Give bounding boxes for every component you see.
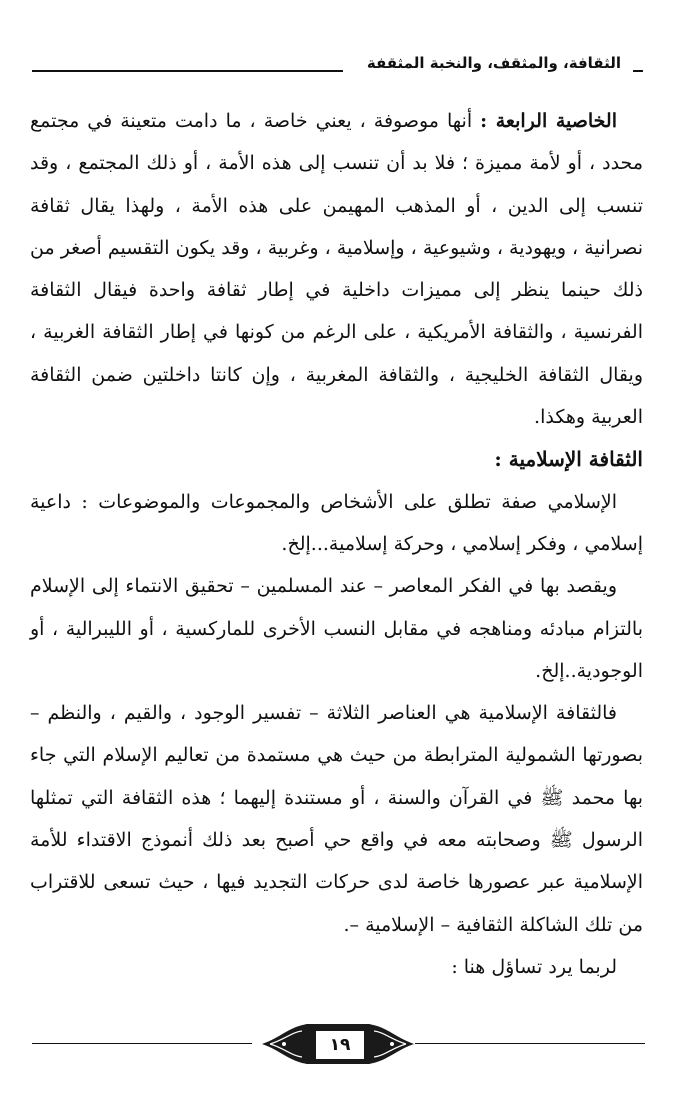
- page-body: [30, 100, 643, 988]
- header-rule-end: [633, 70, 643, 72]
- running-header-title: الثقافة، والمثقف، والنخبة المثقفة: [361, 54, 627, 72]
- page-footer: [32, 1016, 645, 1076]
- section-paragraph: فالثقافة الإسلامية هي العناصر الثلاثة – تفسير الوجود ، والقيم ، والنظم – بصورتها الشمولية المترابطة من حيث هي مستمدة من تعاليم الإسلام التي جاء بها محمد ﷺ في القرآن والسنة ، أو مستندة إليهما ؛ هذه الثقافة التي تمثلها الرسول ﷺ وصحابته معه في واقع حي أصبح بعد ذلك أنموذج الاقتداء للأمة الإسلامية عبر عصورها خاصة لدى حركات التجديد فيها ، حيث تسعى للاقتراب من تلك الشاكلة الثقافية – الإسلامية –.: [30, 702, 643, 936]
- section-heading: الثقافة الإسلامية :: [494, 447, 643, 472]
- paragraph-text: أنها موصوفة ، يعني خاصة ، ما دامت متعينة في مجتمع محدد ، أو لأمة مميزة ؛ فلا بد أن تنسب إلى هذه الأمة ، أو ذلك المجتمع ، وقد تنسب إلى الدين ، أو المذهب المهيمن على هذه الأمة ، ولهذا يقال ثقافة نصرانية ، ويهودية ، وشيوعية ، وإسلامية ، وغربية ، وقد يكون التقسيم أصغر من ذلك حينما ينظر إلى مميزات داخلية في إطار ثقافة واحدة فيقال الثقافة الفرنسية ، والثقافة الأمريكية ، على الرغم من كونها في إطار الثقافة الغربية ، ويقال الثقافة الخليجية ، والثقافة المغربية ، وإن كانتا داخلتين ضمن الثقافة العربية وهكذا.: [30, 110, 643, 429]
- running-header: [32, 54, 643, 80]
- footer-rule: [415, 1043, 645, 1044]
- paragraph-fourth-characteristic: [30, 100, 643, 438]
- footer-rule: [32, 1043, 252, 1044]
- section-paragraph: لربما يرد تساؤل هنا :: [451, 955, 617, 978]
- paragraph-lead-term: الخاصية الرابعة :: [480, 110, 617, 132]
- page-number: ١٩: [316, 1031, 364, 1059]
- section-paragraph: ويقصد بها في الفكر المعاصر – عند المسلمين – تحقيق الانتماء إلى الإسلام بالتزام مبادئه ومناهجه في مقابل النسب الأخرى للماركسية ، أو الليبرالية ، أو الوجودية..إلخ.: [30, 575, 643, 682]
- section-paragraph: الإسلامي صفة تطلق على الأشخاص والمجموعات والموضوعات : داعية إسلامي ، وفكر إسلامي ، وحركة إسلامية...إلخ.: [30, 490, 643, 555]
- header-rule: [32, 70, 343, 72]
